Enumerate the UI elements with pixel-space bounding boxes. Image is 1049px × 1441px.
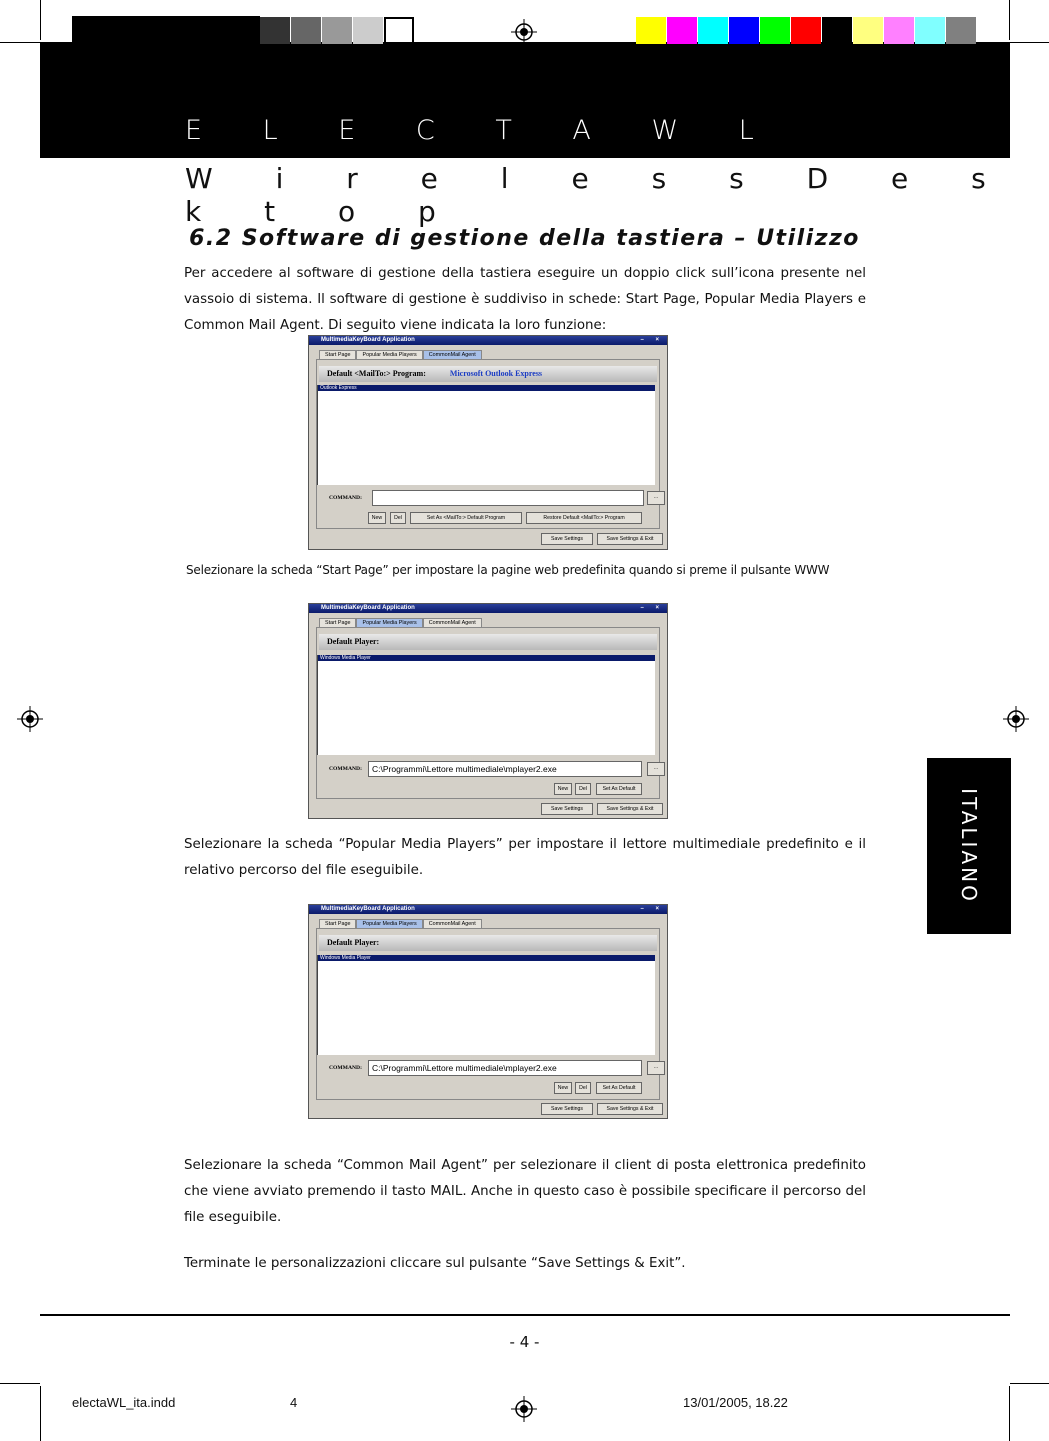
tab-start-page[interactable]: Start Page: [319, 618, 356, 627]
browse-button[interactable]: ...: [647, 762, 665, 776]
window-titlebar: [309, 905, 667, 914]
crop-mark: [1009, 0, 1010, 40]
tab-panel: [316, 928, 660, 1100]
crop-mark: [1009, 1386, 1010, 1441]
registration-mark-icon: [1003, 706, 1029, 732]
tab-bar: [319, 350, 482, 359]
slug-page: 4: [290, 1395, 298, 1410]
default-player-label: Default Player:: [327, 938, 380, 947]
command-label: COMMAND:: [329, 766, 362, 772]
color-swatch: [291, 17, 321, 44]
tab-start-page[interactable]: Start Page: [319, 350, 356, 359]
tab-common-mail-agent[interactable]: CommonMail Agent: [423, 350, 482, 359]
app-window-media-1: [308, 603, 668, 819]
del-button[interactable]: Del: [390, 512, 406, 524]
list-item-selected[interactable]: Outlook Express: [318, 385, 655, 391]
tab-bar: [319, 618, 482, 627]
tab-bar: [319, 919, 482, 928]
command-input[interactable]: C:\Programmi\Lettore multimediale\mplayer2.exe: [368, 1060, 642, 1076]
list-item-selected[interactable]: Windows Media Player: [318, 955, 655, 961]
command-input[interactable]: C:\Programmi\Lettore multimediale\mplayer2.exe: [368, 761, 642, 777]
crop-mark: [1010, 1383, 1049, 1384]
player-list[interactable]: [317, 655, 655, 755]
caption-start-page: Selezionare la scheda “Start Page” per impostare la pagine web predefinita quando si preme il pulsante WWW: [186, 563, 830, 577]
new-button[interactable]: New: [368, 512, 386, 524]
window-controls[interactable]: – ×: [640, 337, 664, 343]
color-swatch: [853, 17, 883, 44]
command-label: COMMAND:: [329, 495, 362, 501]
save-settings-exit-button[interactable]: Save Settings & Exit: [597, 533, 663, 545]
window-controls[interactable]: – ×: [640, 906, 664, 912]
browse-button[interactable]: ...: [647, 1061, 665, 1075]
default-program-label: Default <MailTo:> Program:: [327, 369, 426, 378]
crop-mark: [40, 0, 41, 40]
language-label: ITALIANO: [957, 788, 981, 904]
restore-mailto-default-button[interactable]: Restore Default <MailTo:> Program: [526, 512, 642, 524]
tab-panel: [316, 359, 660, 529]
tab-panel: [316, 627, 660, 799]
section-title: 6.2 Software di gestione della tastiera – Utilizzo: [189, 226, 860, 251]
window-titlebar: [309, 336, 667, 345]
default-program-header: [319, 366, 657, 382]
color-swatch: [822, 17, 852, 44]
tab-popular-media-players[interactable]: Popular Media Players: [356, 350, 422, 359]
tab-common-mail-agent[interactable]: CommonMail Agent: [423, 919, 482, 928]
set-mailto-default-button[interactable]: Set As <MailTo:> Default Program: [410, 512, 522, 524]
header-top-strip: [72, 16, 260, 44]
tab-start-page[interactable]: Start Page: [319, 919, 356, 928]
crop-mark: [1010, 42, 1049, 43]
color-swatch: [946, 17, 976, 44]
tab-popular-media-players[interactable]: Popular Media Players: [356, 919, 422, 928]
crop-mark: [40, 1386, 41, 1441]
save-settings-exit-button[interactable]: Save Settings & Exit: [597, 1103, 663, 1115]
color-swatch: [915, 17, 945, 44]
color-swatch: [636, 17, 666, 44]
color-swatch: [884, 17, 914, 44]
save-settings-button[interactable]: Save Settings: [541, 1103, 593, 1115]
window-title: MultimediaKeyBoard Application: [321, 906, 415, 912]
set-as-default-button[interactable]: Set As Default: [596, 1082, 642, 1094]
command-label: COMMAND:: [329, 1065, 362, 1071]
crop-mark: [0, 42, 40, 43]
default-program-name: Microsoft Outlook Express: [449, 369, 543, 378]
brand-subtitle: W i r e l e s s D e s k t o p: [185, 162, 1013, 228]
color-swatch: [667, 17, 697, 44]
color-swatch: [791, 17, 821, 44]
caption-common-mail-agent: Selezionare la scheda “Common Mail Agent” per selezionare il client di posta elettronica predefinito che viene avviato premendo il tasto MAIL. Anche in questo caso è possibile specificare il percorso del file eseguibile.: [184, 1158, 866, 1225]
tab-popular-media-players[interactable]: Popular Media Players: [356, 618, 422, 627]
intro-paragraph: Per accedere al software di gestione della tastiera eseguire un doppio click sull’icona presente nel vassoio di sistema. Il software di gestione è suddiviso in schede: Start Page, Popular Media Players e Common Mail Agent. Di seguito viene indicata la loro funzione:: [184, 266, 866, 333]
color-swatch: [322, 17, 352, 44]
del-button[interactable]: Del: [575, 783, 591, 795]
caption-popular-media-players: Selezionare la scheda “Popular Media Players” per impostare il lettore multimediale predefinito e il relativo percorso del file eseguibile.: [184, 837, 866, 878]
save-settings-button[interactable]: Save Settings: [541, 533, 593, 545]
default-player-header: [319, 935, 657, 951]
color-swatch: [729, 17, 759, 44]
color-swatch: [353, 17, 383, 44]
default-player-header: [319, 634, 657, 650]
color-swatch: [260, 17, 290, 44]
caption-save-exit: Terminate le personalizzazioni cliccare sul pulsante “Save Settings & Exit”.: [184, 1256, 686, 1271]
language-side-tab: [927, 758, 1011, 934]
tab-common-mail-agent[interactable]: CommonMail Agent: [423, 618, 482, 627]
program-list[interactable]: [317, 385, 655, 485]
new-button[interactable]: New: [554, 1082, 572, 1094]
del-button[interactable]: Del: [575, 1082, 591, 1094]
set-as-default-button[interactable]: Set As Default: [596, 783, 642, 795]
page-number: - 4 -: [509, 1333, 540, 1351]
app-window-mail: [308, 335, 668, 550]
slug-date: 13/01/2005, 18.22: [683, 1395, 788, 1410]
crop-mark: [0, 1383, 40, 1384]
color-swatch: [760, 17, 790, 44]
slug-filename: electaWL_ita.indd: [72, 1395, 176, 1410]
brand-title: E L E C T A W L: [185, 115, 780, 146]
window-controls[interactable]: – ×: [640, 605, 664, 611]
color-swatch: [698, 17, 728, 44]
registration-mark-icon: [511, 1396, 537, 1422]
browse-button[interactable]: ...: [647, 491, 665, 505]
save-settings-button[interactable]: Save Settings: [541, 803, 593, 815]
app-window-media-2: [308, 904, 668, 1119]
window-title: MultimediaKeyBoard Application: [321, 337, 415, 343]
window-titlebar: [309, 604, 667, 613]
color-swatch: [384, 17, 414, 44]
window-title: MultimediaKeyBoard Application: [321, 605, 415, 611]
new-button[interactable]: New: [554, 783, 572, 795]
default-player-label: Default Player:: [327, 637, 380, 646]
list-item-selected[interactable]: Windows Media Player: [318, 655, 655, 661]
command-input[interactable]: [372, 490, 644, 506]
footer-rule: [40, 1314, 1010, 1316]
player-list[interactable]: [317, 955, 655, 1055]
registration-mark-icon: [17, 706, 43, 732]
save-settings-exit-button[interactable]: Save Settings & Exit: [597, 803, 663, 815]
